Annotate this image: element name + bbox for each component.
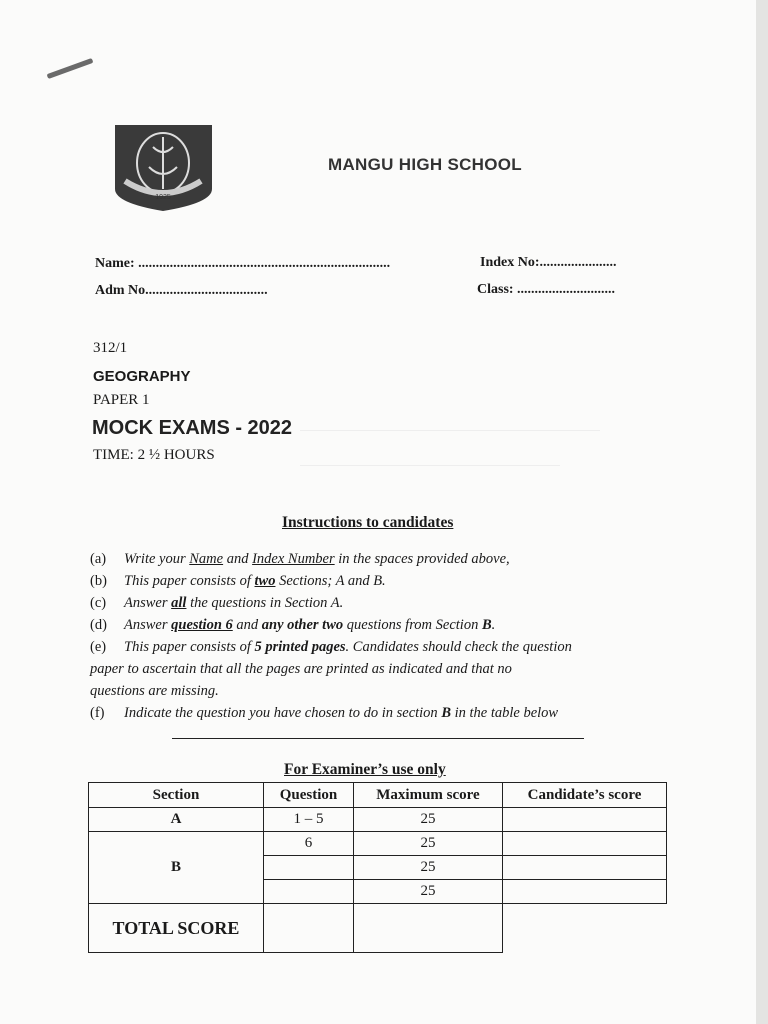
total-score-cell[interactable] [354,904,503,953]
class-field: Class: ............................ [477,282,616,297]
subject-title: GEOGRAPHY [93,368,191,385]
header-max-score: Maximum score [354,783,503,808]
max-score-cell: 25 [354,880,503,904]
header-candidate-score: Candidate’s score [503,783,667,808]
total-score-label: TOTAL SCORE [89,904,264,953]
table-header-row [89,783,667,808]
exam-title: MOCK EXAMS - 2022 [92,417,293,439]
logo-year: 1925 [155,194,171,201]
name-field: Name: ........................................................................ [95,256,391,271]
max-score-cell: 25 [354,808,503,832]
school-crest-logo [113,123,214,213]
instruction-e-line3: questions are missing. [90,683,219,699]
question-cell[interactable] [264,856,354,880]
candidate-score-cell[interactable] [503,880,667,904]
instruction-e-line2: paper to ascertain that all the pages are printed as indicated and that no [90,661,512,677]
candidate-score-cell[interactable] [503,856,667,880]
candidate-score-cell[interactable] [503,808,667,832]
max-score-cell: 25 [354,832,503,856]
question-cell: 6 [264,832,354,856]
total-question-cell [264,904,354,953]
paper-number: PAPER 1 [93,392,150,408]
index-number-field: Index No:...................... [480,255,617,270]
instruction-b: (b) This paper consists of two Sections; A and B. [90,573,386,589]
paper-code: 312/1 [93,340,128,356]
header-question: Question [264,783,354,808]
total-row [89,904,667,953]
header-section: Section [89,783,264,808]
table-row [89,832,667,856]
question-cell[interactable] [264,880,354,904]
instruction-d: (d) Answer question 6 and any other two questions from Section B. [90,617,496,633]
instruction-c: (c) Answer all the questions in Section A. [90,595,344,611]
school-name: MANGU HIGH SCHOOL [328,155,522,174]
max-score-cell: 25 [354,856,503,880]
instruction-e: (e) This paper consists of 5 printed pages. Candidates should check the question [90,639,572,655]
divider-line [172,738,584,739]
table-row [89,808,667,832]
candidate-score-cell[interactable] [503,832,667,856]
examiner-score-table [88,782,667,953]
examiner-table-title: For Examiner’s use only [284,761,446,778]
section-a-cell: A [89,808,264,832]
empty-cell [503,904,667,953]
instructions-title: Instructions to candidates [282,514,454,531]
instruction-a: (a) Write your Name and Index Number in the spaces provided above, [90,551,510,567]
adm-number-field: Adm No................................... [95,283,268,298]
section-b-cell: B [89,832,264,904]
instruction-f: (f) Indicate the question you have chosen to do in section B in the table below [90,705,559,721]
question-cell: 1 – 5 [264,808,354,832]
exam-duration: TIME: 2 ½ HOURS [93,447,215,463]
page-edge [756,0,768,1024]
